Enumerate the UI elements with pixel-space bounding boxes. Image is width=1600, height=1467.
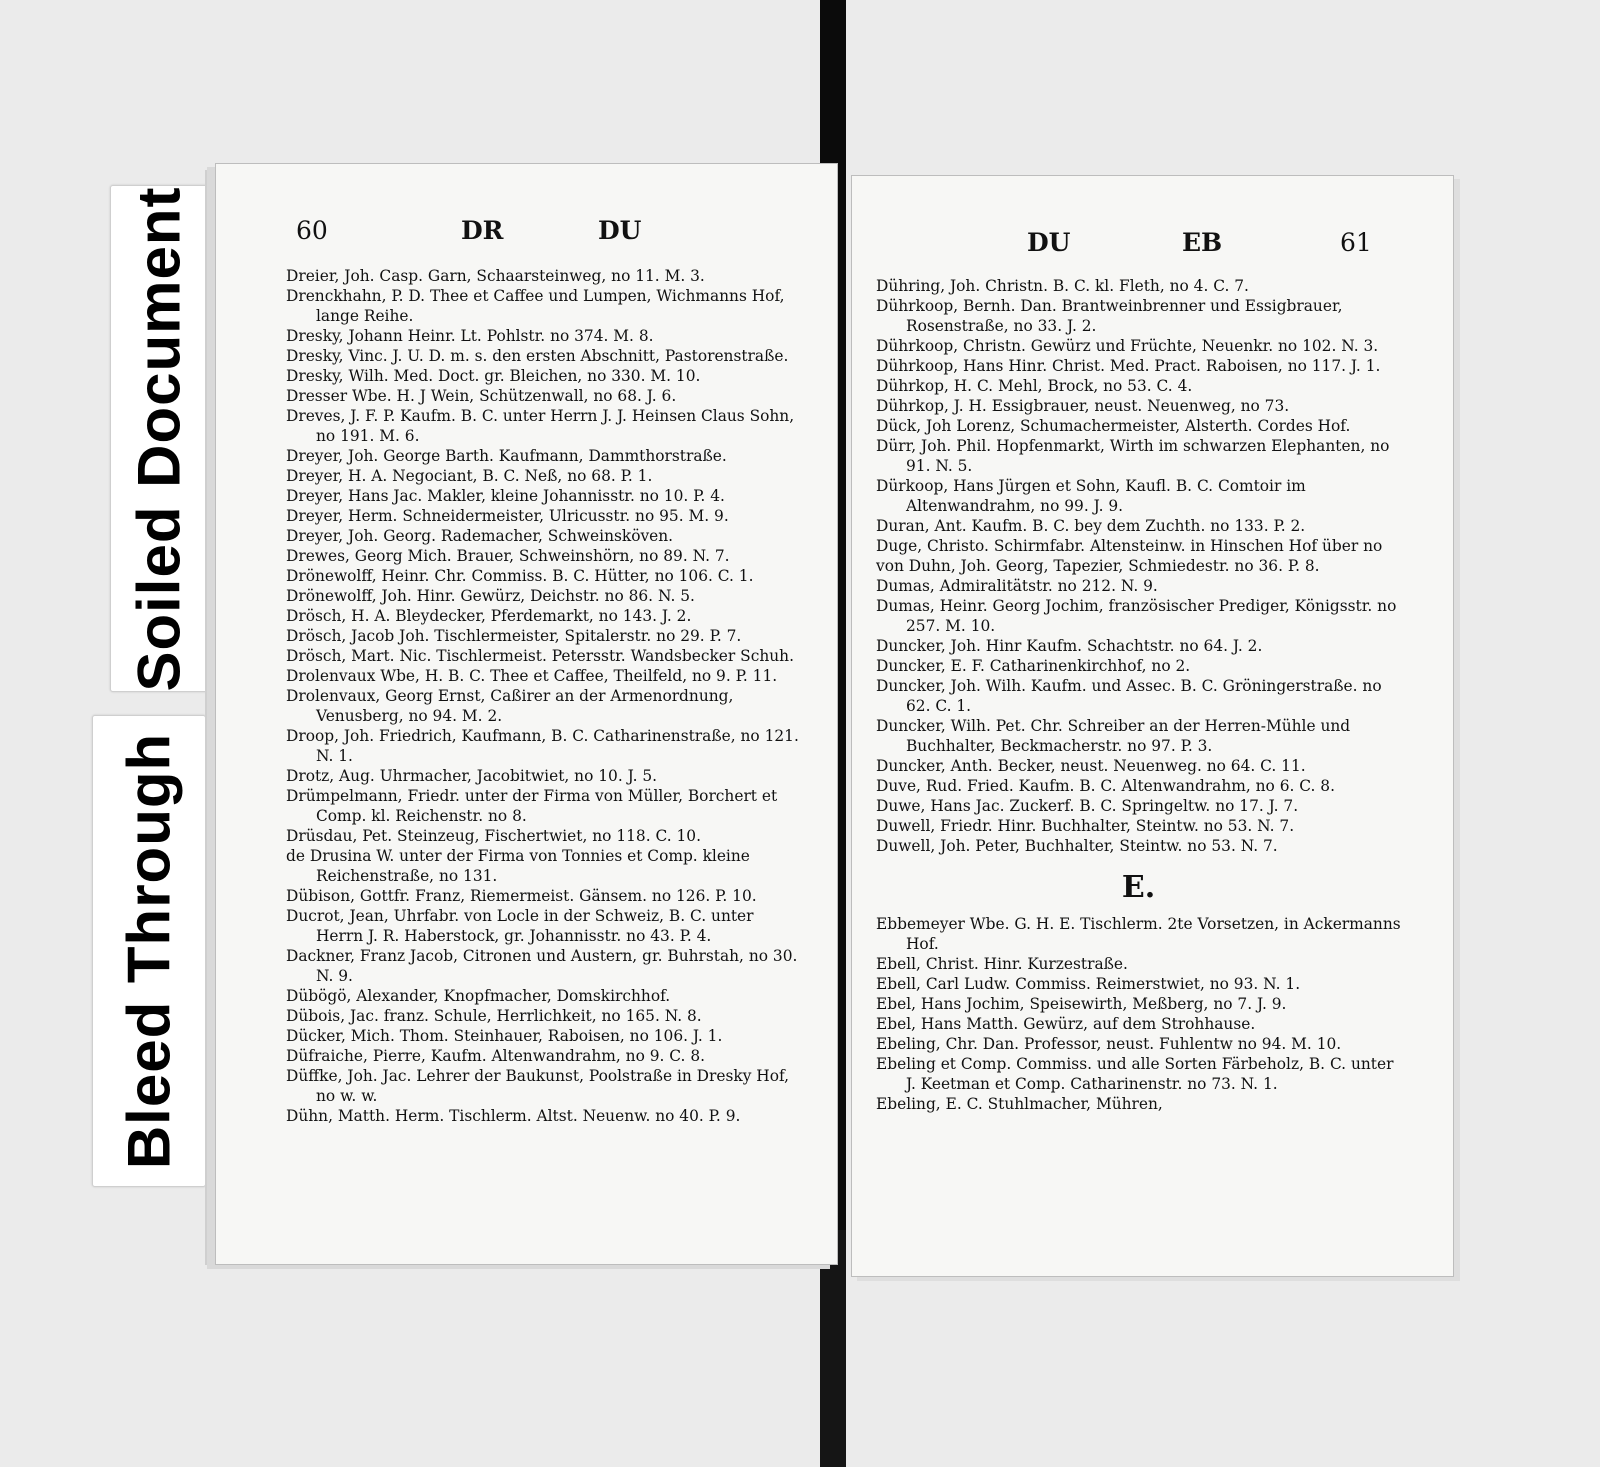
- directory-entry: Dresky, Vinc. J. U. D. m. s. den ersten Abschnitt, Pastorenstraße.: [286, 347, 789, 365]
- directory-entry: Dücker, Mich. Thom. Steinhauer, Raboisen, no 106. J. 1.: [286, 1027, 723, 1045]
- directory-entry: Ebel, Hans Matth. Gewürz, auf dem Strohhause.: [876, 1015, 1256, 1033]
- directory-entry: Dübögö, Alexander, Knopfmacher, Domskirchhof.: [286, 987, 671, 1005]
- directory-entry: Dührkop, H. C. Mehl, Brock, no 53. C. 4.: [876, 377, 1193, 395]
- soiled-document-label: Soiled Document: [125, 185, 193, 692]
- running-head-right: EB: [1182, 228, 1223, 257]
- directory-entry: Duncker, E. F. Catharinenkirchhof, no 2.: [876, 657, 1191, 675]
- section-letter: E.: [1121, 870, 1156, 905]
- directory-entry: Drösch, Jacob Joh. Tischlermeister, Spitalerstr. no 29. P. 7.: [286, 627, 742, 645]
- directory-entry: Dreyer, Herm. Schneidermeister, Ulricusstr. no 95. M. 9.: [286, 507, 729, 525]
- directory-entry: Drewes, Georg Mich. Brauer, Schweinshörn, no 89. N. 7.: [286, 547, 730, 565]
- running-head-left: DU: [1027, 228, 1071, 257]
- directory-entry: Ebell, Christ. Hinr. Kurzestraße.: [876, 955, 1128, 973]
- directory-entry: Dreyer, H. A. Negociant, B. C. Neß, no 68. P. 1.: [286, 467, 653, 485]
- left-page: [215, 163, 838, 1265]
- directory-entry: Duncker, Anth. Becker, neust. Neuenweg. no 64. C. 11.: [876, 757, 1306, 775]
- directory-entry: Ebeling, E. C. Stuhlmacher, Mühren,: [876, 1095, 1163, 1113]
- right-page: [851, 175, 1454, 1277]
- directory-entry: Drösch, Mart. Nic. Tischlermeist. Petersstr. Wandsbecker Schuh.: [286, 647, 794, 665]
- bleed-through-label: Bleed Through: [115, 732, 183, 1170]
- directory-entry: Drönewolff, Heinr. Chr. Commiss. B. C. Hütter, no 106. C. 1.: [286, 567, 754, 585]
- directory-entry: Duran, Ant. Kaufm. B. C. bey dem Zuchth. no 133. P. 2.: [876, 517, 1306, 535]
- directory-entry: Duwell, Friedr. Hinr. Buchhalter, Steintw. no 53. N. 7.: [876, 817, 1295, 835]
- directory-entry: Drüsdau, Pet. Steinzeug, Fischertwiet, no 118. C. 10.: [286, 827, 701, 845]
- directory-entry: Droop, Joh. Friedrich, Kaufmann, B. C. Catharinenstraße, no 121. N. 1.: [286, 727, 799, 765]
- directory-entry: Drotz, Aug. Uhrmacher, Jacobitwiet, no 10. J. 5.: [286, 767, 658, 785]
- directory-entry: Duwe, Hans Jac. Zuckerf. B. C. Springeltw. no 17. J. 7.: [876, 797, 1299, 815]
- directory-entries: [876, 276, 1401, 1114]
- directory-entry: Ebell, Carl Ludw. Commiss. Reimerstwiet, no 93. N. 1.: [876, 975, 1301, 993]
- directory-entry: Dühring, Joh. Christn. B. C. kl. Fleth, no 4. C. 7.: [876, 277, 1249, 295]
- directory-entry: Dreyer, Joh. George Barth. Kaufmann, Dammthorstraße.: [286, 447, 727, 465]
- directory-entry: Duve, Rud. Fried. Kaufm. B. C. Altenwandrahm, no 6. C. 8.: [876, 777, 1335, 795]
- page-number: 61: [1340, 228, 1372, 257]
- directory-entry: Drolenvaux Wbe, H. B. C. Thee et Caffee, Theilfeld, no 9. P. 11.: [286, 667, 778, 685]
- directory-entry: Düfraiche, Pierre, Kaufm. Altenwandrahm, no 9. C. 8.: [286, 1047, 706, 1065]
- directory-entry: Düffke, Joh. Jac. Lehrer der Baukunst, Poolstraße in Dresky Hof, no w. w.: [286, 1067, 790, 1105]
- directory-entry: Dresser Wbe. H. J Wein, Schützenwall, no 68. J. 6.: [286, 387, 677, 405]
- directory-entry: Dreves, J. F. P. Kaufm. B. C. unter Herrn J. J. Heinsen Claus Sohn, no 191. M. 6.: [286, 407, 795, 445]
- directory-entry: Dürr, Joh. Phil. Hopfenmarkt, Wirth im schwarzen Elephanten, no 91. N. 5.: [876, 437, 1390, 475]
- directory-entry: Drösch, H. A. Bleydecker, Pferdemarkt, no 143. J. 2.: [286, 607, 692, 625]
- directory-entry: Dresky, Wilh. Med. Doct. gr. Bleichen, no 330. M. 10.: [286, 367, 701, 385]
- directory-entry: Dührkop, J. H. Essigbrauer, neust. Neuenweg, no 73.: [876, 397, 1290, 415]
- bleed-through-tag: [92, 715, 206, 1187]
- directory-entry: Dreyer, Joh. Georg. Rademacher, Schweinsköven.: [286, 527, 674, 545]
- soiled-document-tag: [110, 185, 208, 692]
- directory-entry: Duncker, Wilh. Pet. Chr. Schreiber an der Herren-Mühle und Buchhalter, Beckmacherstr. no 97. P. 3.: [876, 717, 1351, 755]
- directory-entry: de Drusina W. unter der Firma von Tonnies et Comp. kleine Reichenstraße, no 131.: [286, 847, 750, 885]
- directory-entry: Dübison, Gottfr. Franz, Riemermeist. Gänsem. no 126. P. 10.: [286, 887, 757, 905]
- directory-entry: Ducrot, Jean, Uhrfabr. von Locle in der Schweiz, B. C. unter Herrn J. R. Haberstock, gr. Johannisstr. no 43. P. 4.: [286, 907, 754, 945]
- directory-entry: Dürkoop, Hans Jürgen et Sohn, Kaufl. B. C. Comtoir im Altenwandrahm, no 99. J. 9.: [876, 477, 1306, 515]
- directory-entry: Duwell, Joh. Peter, Buchhalter, Steintw. no 53. N. 7.: [876, 837, 1278, 855]
- directory-entry: Duncker, Joh. Hinr Kaufm. Schachtstr. no 64. J. 2.: [876, 637, 1263, 655]
- directory-entry: Dück, Joh Lorenz, Schumachermeister, Alsterth. Cordes Hof.: [876, 417, 1351, 435]
- page-number: 60: [296, 216, 328, 245]
- directory-entry: Duge, Christo. Schirmfabr. Altensteinw. in Hinschen Hof über no: [876, 537, 1383, 555]
- directory-entry: Duncker, Joh. Wilh. Kaufm. und Assec. B. C. Gröningerstraße. no 62. C. 1.: [876, 677, 1382, 715]
- directory-entry: Dreier, Joh. Casp. Garn, Schaarsteinweg, no 11. M. 3.: [286, 267, 705, 285]
- directory-entry: Dumas, Admiralitätstr. no 212. N. 9.: [876, 577, 1158, 595]
- directory-entry: Dührkoop, Hans Hinr. Christ. Med. Pract. Raboisen, no 117. J. 1.: [876, 357, 1381, 375]
- directory-entry: Ebel, Hans Jochim, Speisewirth, Meßberg, no 7. J. 9.: [876, 995, 1287, 1013]
- directory-entry: Dreyer, Hans Jac. Makler, kleine Johannisstr. no 10. P. 4.: [286, 487, 725, 505]
- directory-entry: Dumas, Heinr. Georg Jochim, französischer Prediger, Königsstr. no 257. M. 10.: [876, 597, 1397, 635]
- directory-entry: Dühn, Matth. Herm. Tischlerm. Altst. Neuenw. no 40. P. 9.: [286, 1107, 741, 1125]
- directory-entry: Dührkoop, Bernh. Dan. Brantweinbrenner und Essigbrauer, Rosenstraße, no 33. J. 2.: [876, 297, 1343, 335]
- directory-entry: Ebeling et Comp. Commiss. und alle Sorten Färbeholz, B. C. unter J. Keetman et Comp. Catharinenstr. no 73. N. 1.: [876, 1055, 1394, 1093]
- directory-entry: Ebeling, Chr. Dan. Professor, neust. Fuhlentw no 94. M. 10.: [876, 1035, 1342, 1053]
- directory-entry: Dresky, Johann Heinr. Lt. Pohlstr. no 374. M. 8.: [286, 327, 654, 345]
- running-head-left: DR: [461, 216, 504, 245]
- directory-entry: Dührkoop, Christn. Gewürz und Früchte, Neuenkr. no 102. N. 3.: [876, 337, 1379, 355]
- running-head-right: DU: [598, 216, 642, 245]
- directory-entry: Drenckhahn, P. D. Thee et Caffee und Lumpen, Wichmanns Hof, lange Reihe.: [286, 287, 785, 325]
- directory-entry: Ebbemeyer Wbe. G. H. E. Tischlerm. 2te Vorsetzen, in Ackermanns Hof.: [876, 915, 1401, 953]
- directory-entry: von Duhn, Joh. Georg, Tapezier, Schmiedestr. no 36. P. 8.: [876, 557, 1320, 575]
- directory-entries: [286, 266, 799, 1126]
- directory-entry: Drolenvaux, Georg Ernst, Caßirer an der Armenordnung, Venusberg, no 94. M. 2.: [286, 687, 734, 725]
- directory-entry: Dackner, Franz Jacob, Citronen und Austern, gr. Buhrstah, no 30. N. 9.: [286, 947, 798, 985]
- directory-entry: Drönewolff, Joh. Hinr. Gewürz, Deichstr. no 86. N. 5.: [286, 587, 695, 605]
- directory-entry: Dübois, Jac. franz. Schule, Herrlichkeit, no 165. N. 8.: [286, 1007, 702, 1025]
- directory-entry: Drümpelmann, Friedr. unter der Firma von Müller, Borchert et Comp. kl. Reichenstr. no 8.: [286, 787, 778, 825]
- book-spine-lower: [820, 1230, 846, 1467]
